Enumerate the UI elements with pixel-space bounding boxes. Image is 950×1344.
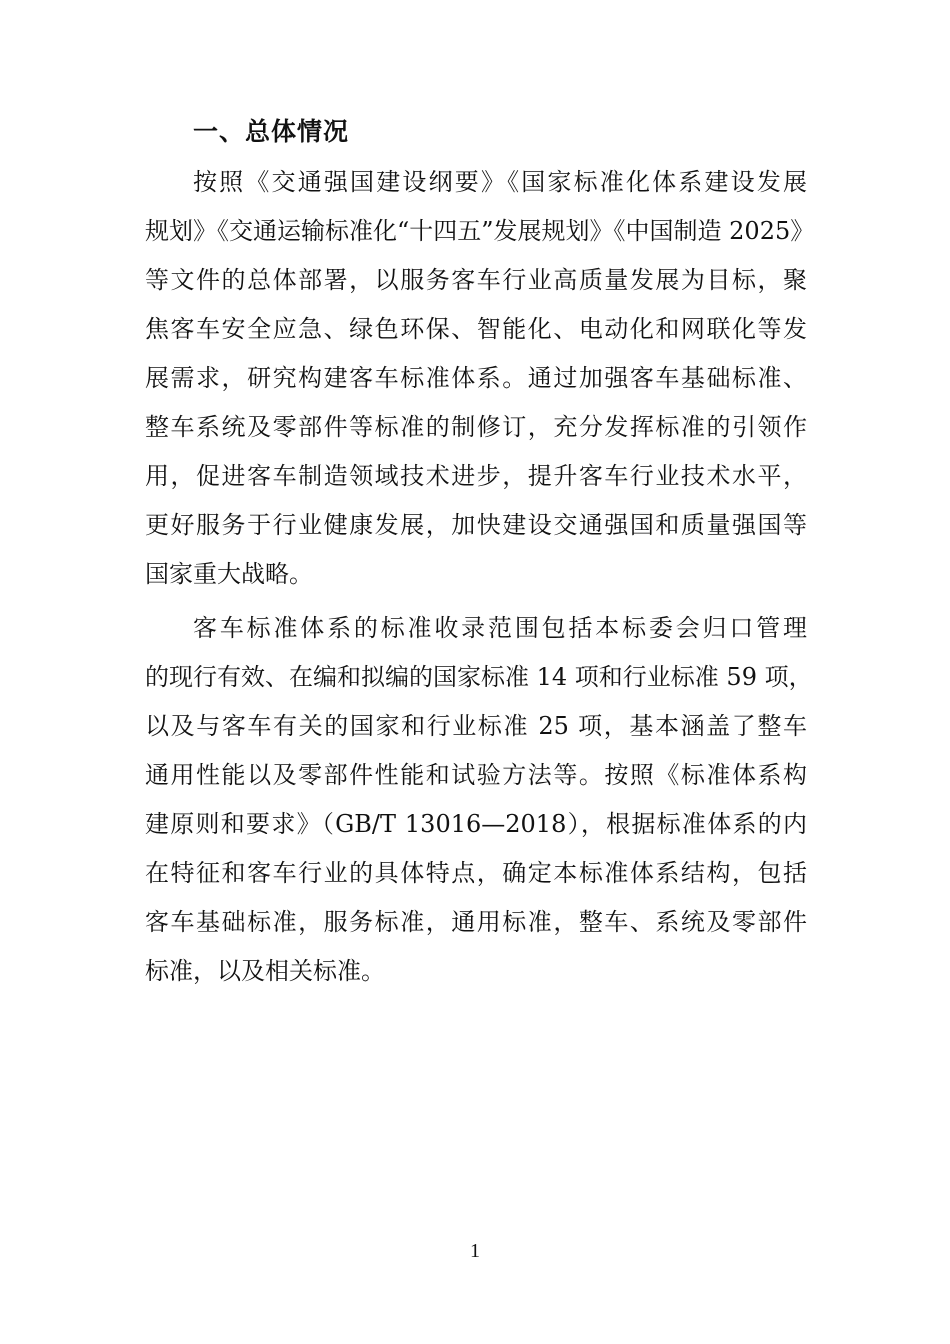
paragraph-line: 规划》《交通运输标准化“十四五”发展规划》《中国制造 2025》 bbox=[145, 217, 815, 245]
paragraph-line: 国家重大战略。 bbox=[145, 560, 313, 588]
paragraph-line: 以及与客车有关的国家和行业标准 25 项，基本涵盖了整车 bbox=[145, 712, 807, 740]
paragraph-line: 在特征和客车行业的具体特点，确定本标准体系结构，包括 bbox=[145, 859, 807, 887]
paragraph-line: 客车标准体系的标准收录范围包括本标委会归口管理 bbox=[193, 614, 807, 642]
paragraph-line: 更好服务于行业健康发展，加快建设交通强国和质量强国等 bbox=[145, 511, 807, 539]
paragraph-line: 建原则和要求》（GB/T 13016—2018），根据标准体系的内 bbox=[145, 810, 807, 838]
paragraph-line: 用，促进客车制造领域技术进步，提升客车行业技术水平， bbox=[145, 462, 807, 490]
paragraph-line: 按照《交通强国建设纲要》《国家标准化体系建设发展 bbox=[193, 168, 807, 196]
paragraph-line: 焦客车安全应急、绿色环保、智能化、电动化和网联化等发 bbox=[145, 315, 807, 343]
paragraph-line: 客车基础标准，服务标准，通用标准，整车、系统及零部件 bbox=[145, 908, 807, 936]
paragraph-line: 整车系统及零部件等标准的制修订，充分发挥标准的引领作 bbox=[145, 413, 807, 441]
paragraph-line: 等文件的总体部署，以服务客车行业高质量发展为目标，聚 bbox=[145, 266, 807, 294]
section-heading: 一、总体情况 bbox=[193, 117, 350, 146]
paragraph-line: 标准，以及相关标准。 bbox=[145, 957, 385, 985]
page-number: 1 bbox=[470, 1240, 480, 1262]
paragraph-line: 展需求，研究构建客车标准体系。通过加强客车基础标准、 bbox=[145, 364, 807, 392]
paragraph-line: 通用性能以及零部件性能和试验方法等。按照《标准体系构 bbox=[145, 761, 807, 789]
paragraph-line: 的现行有效、在编和拟编的国家标准 14 项和行业标准 59 项， bbox=[145, 663, 813, 691]
